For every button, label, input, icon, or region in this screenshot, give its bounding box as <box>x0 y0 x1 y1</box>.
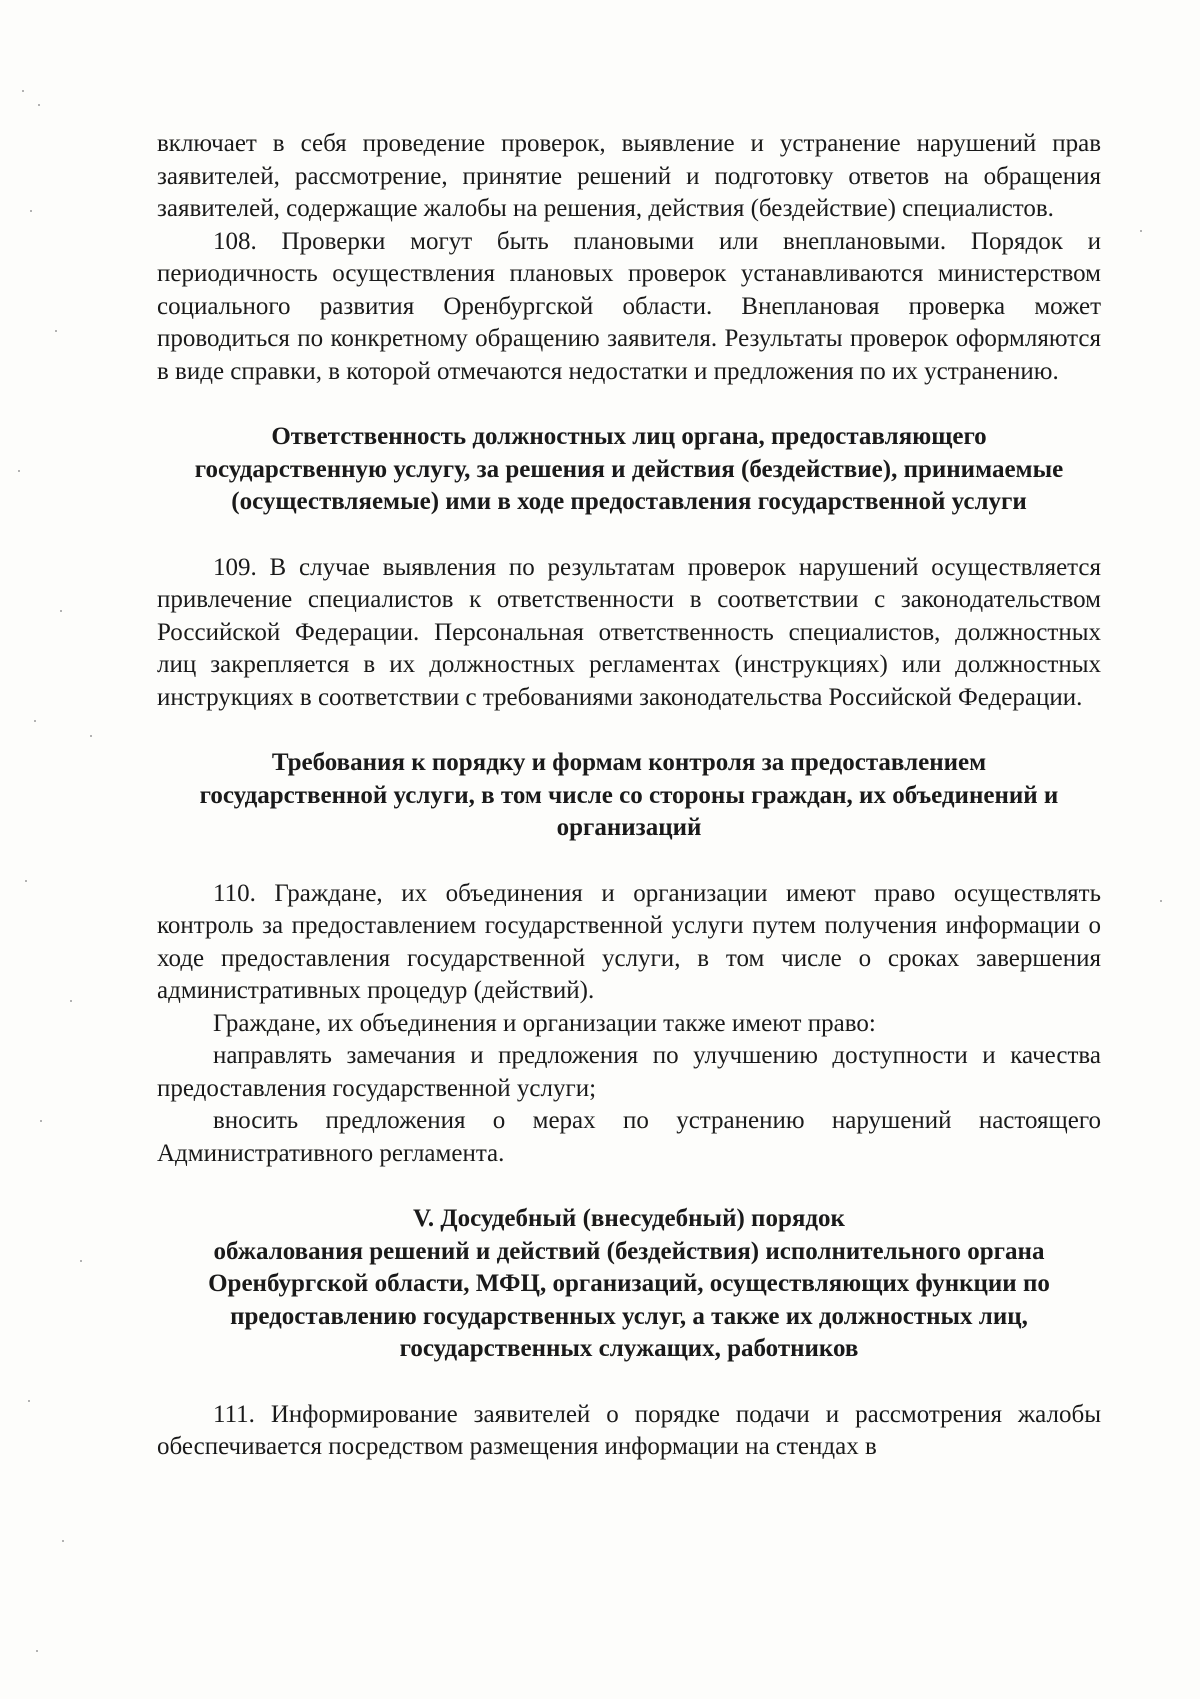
paragraph-110-rights: Граждане, их объединения и организации также имеют право: <box>213 1009 876 1037</box>
paragraph-110: 110. Граждане, их объединения и организации имеют право осуществлять контроль за предоставлением государственной услуги путем получения информации о ходе предоставления государственной услуги, в том числе о сроках завершения административных процедур (действий). <box>157 879 1101 1004</box>
paragraph-111: 111. Информирование заявителей о порядке подачи и рассмотрения жалобы обеспечивается посредством размещения информации на стендах в <box>157 1400 1101 1460</box>
paragraph-109: 109. В случае выявления по результатам проверок нарушений осуществляется привлечение специалистов к ответственности в соответствии с законодательством Российской Федерации. Персональная ответственность специалистов, должностных лиц закрепляется в их должностных регламентах (инструкциях) или должностных инструкциях в соответствии с требованиями законодательства Российской Федерации. <box>157 553 1101 711</box>
paragraph-108: 108. Проверки могут быть плановыми или внеплановыми. Порядок и периодичность осуществления плановых проверок устанавливаются министерством социального развития Оренбургской области. Внеплановая проверка может проводиться по конкретному обращению заявителя. Результаты проверок оформляются в виде справки, в которой отмечаются недостатки и предложения по их устранению. <box>157 227 1101 385</box>
section-heading-appeal <box>157 1203 1101 1366</box>
document-body <box>157 128 1101 1464</box>
section-heading-appeal-subtitle: обжалования решений и действий (бездействия) исполнительного органа Оренбургской области, МФЦ, организаций, осуществляющих функции по предоставлению государственных услуг, а также их должностных лиц, государственных служащих, работников <box>208 1237 1050 1362</box>
section-heading-appeal-title: V. Досудебный (внесудебный) порядок <box>413 1205 845 1232</box>
section-heading-control-requirements: Требования к порядку и формам контроля за предоставлением государственной услуги, в том числе со стороны граждан, их объединений и организаций <box>199 749 1059 841</box>
paragraph-110-remarks: направлять замечания и предложения по улучшению доступности и качества предоставления государственной услуги; <box>157 1042 1101 1102</box>
section-heading-responsibility: Ответственность должностных лиц органа, предоставляющего государственную услугу, за решения и действия (бездействие), принимаемые (осуществляемые) ими в ходе предоставления государственной услуги <box>194 423 1064 515</box>
paragraph-110-proposals: вносить предложения о мерах по устранению нарушений настоящего Административного регламента. <box>157 1107 1101 1167</box>
paragraph-continuation: включает в себя проведение проверок, выявление и устранение нарушений прав заявителей, рассмотрение, принятие решений и подготовку ответов на обращения заявителей, содержащие жалобы на решения, действия (бездействие) специалистов. <box>157 130 1101 222</box>
